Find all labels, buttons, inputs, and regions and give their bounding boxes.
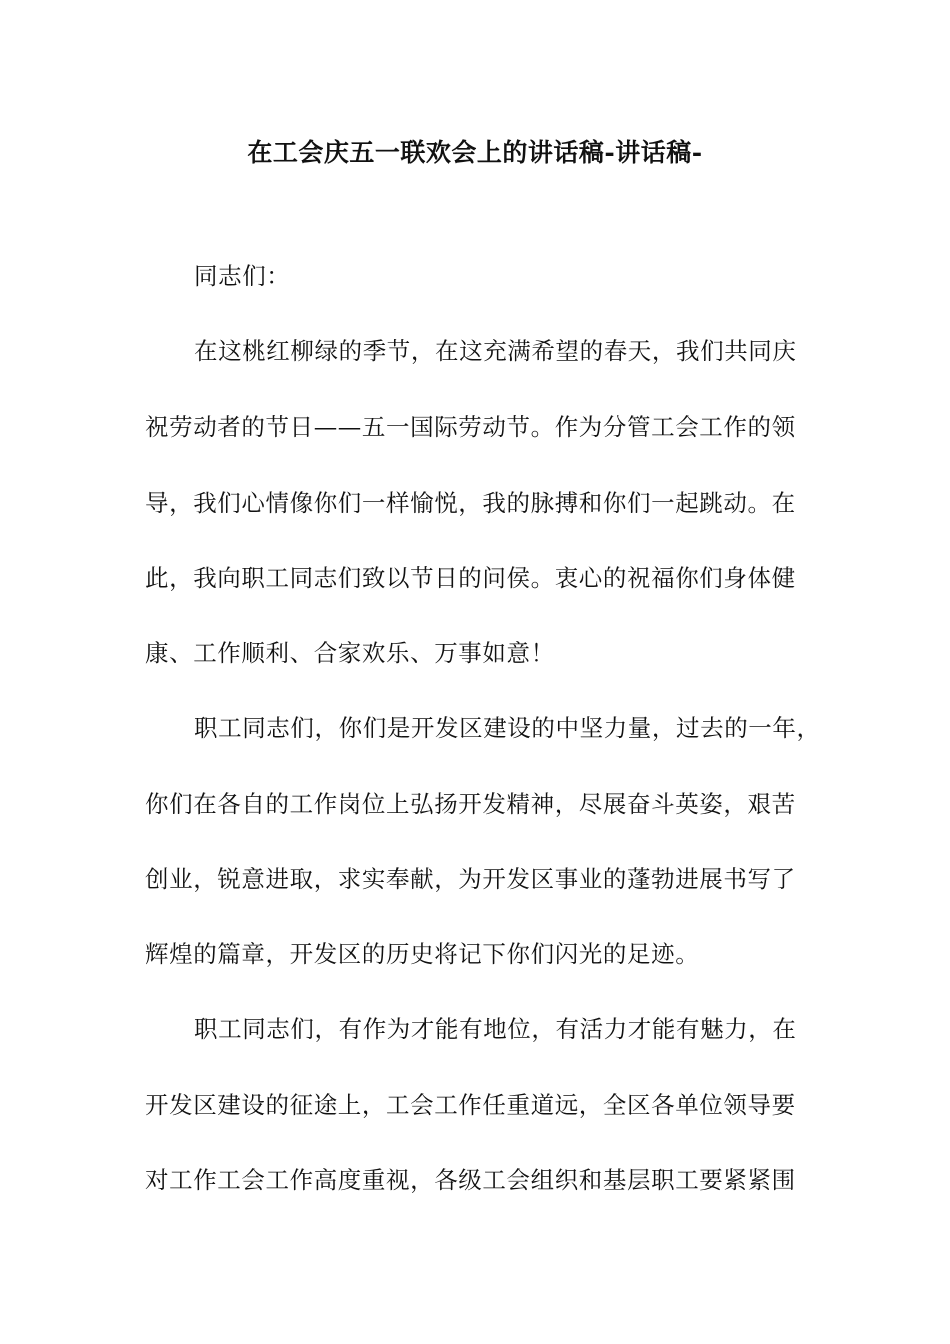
text-line: 职工同志们，有作为才能有地位，有活力才能有魅力，在 [194,1015,797,1043]
text-line: 在这桃红柳绿的季节，在这充满希望的春天，我们共同庆 [194,337,797,365]
text-line: 此，我向职工同志们致以节日的问侯。衷心的祝福你们身体健 [145,564,796,592]
text-line: 辉煌的篇章，开发区的历史将记下你们闪光的足迹。 [145,940,700,968]
document-title: 在工会庆五一联欢会上的讲话稿-讲话稿- [247,138,703,167]
greeting-line: 同志们： [194,262,291,290]
text-line: 祝劳动者的节日——五一国际劳动节。作为分管工会工作的领 [145,413,796,441]
text-line: 职工同志们，你们是开发区建设的中坚力量，过去的一年， [194,714,821,742]
text-line: 你们在各自的工作岗位上弘扬开发精神，尽展奋斗英姿，艰苦 [145,790,796,818]
text-line: 开发区建设的征途上，工会工作任重道远，全区各单位领导要 [145,1091,796,1119]
text-line: 创业，锐意进取，求实奉献，为开发区事业的蓬勃进展书写了 [145,865,796,893]
text-line: 导，我们心情像你们一样愉悦，我的脉搏和你们一起跳动。在 [145,489,796,517]
text-line: 康、工作顺利、合家欢乐、万事如意！ [145,639,555,667]
text-line: 对工作工会工作高度重视，各级工会组织和基层职工要紧紧围 [145,1166,796,1194]
